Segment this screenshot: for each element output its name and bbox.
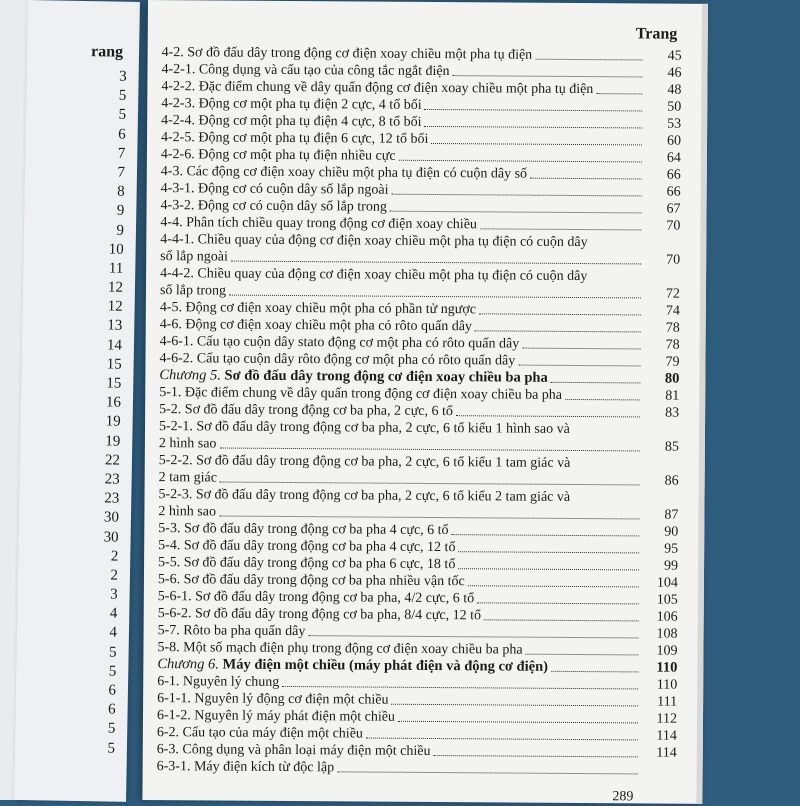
toc-page-number: 45 <box>646 47 682 64</box>
toc-entry-title: 4-4. Phân tích chiều quay trong động cơ điện xoay chiều <box>160 214 477 233</box>
table-of-contents <box>157 44 682 779</box>
left-page-number: 22 <box>80 451 120 471</box>
dot-leader <box>535 59 642 61</box>
left-page-number: 6 <box>75 700 115 720</box>
toc-entry-title-cont: số lắp ngoài <box>160 248 228 265</box>
dot-leader <box>551 382 641 384</box>
left-page-number: 19 <box>80 412 120 432</box>
dot-leader <box>431 143 642 145</box>
dot-leader <box>480 228 642 230</box>
left-page-number: 5 <box>75 719 115 739</box>
page-column-header: Trang <box>636 25 678 43</box>
left-page-number: 19 <box>80 432 120 452</box>
dot-leader <box>219 516 639 520</box>
left-page-number: 30 <box>79 508 119 528</box>
toc-entry-title: 4-5. Động cơ điện xoay chiều một pha có phần tử ngược <box>160 299 476 318</box>
toc-entry-title: 5-3. Sơ đồ đấu dây trong động cơ ba pha 4 cực, 6 tổ <box>158 520 448 539</box>
page-number: 289 <box>612 789 633 805</box>
left-page-number: 8 <box>84 182 124 202</box>
left-page-number: 2 <box>78 566 118 586</box>
dot-leader <box>229 295 641 299</box>
left-page-number: 9 <box>84 201 124 221</box>
toc-entry-title: 4-2-4. Động cơ một pha tụ điện 4 cực, 8 tổ bối <box>161 112 421 131</box>
toc-page-number: 72 <box>644 285 680 302</box>
toc-entry-title: 5-7. Rôto ba pha quấn dây <box>158 622 306 640</box>
toc-page-number: 78 <box>644 336 680 353</box>
toc-page-number: 99 <box>642 557 678 574</box>
toc-page-number: 114 <box>641 744 677 761</box>
toc-entry-title: 5-8. Một số mạch điện phụ trong động cơ điện xoay chiều ba pha <box>157 639 522 659</box>
dot-leader <box>551 671 638 673</box>
toc-entry <box>159 418 679 439</box>
toc-entry-title: 6-3-1. Máy điện kích từ độc lập <box>157 758 335 776</box>
toc-page-number: 106 <box>642 608 678 625</box>
toc-entry-title: 5-5. Sơ đồ đấu dây trong động cơ ba pha 6 cực, 18 tổ <box>158 554 455 573</box>
toc-page-number: 110 <box>641 659 677 676</box>
left-page-number: 12 <box>82 297 122 317</box>
dot-leader <box>477 602 639 604</box>
toc-entry <box>158 486 678 507</box>
dot-leader <box>433 755 637 757</box>
toc-page-number: 87 <box>642 506 678 523</box>
dot-leader <box>425 109 643 112</box>
right-page <box>142 0 708 804</box>
chapter-title: Sơ đồ đấu dây trong động cơ điện xoay chiều ba pha <box>225 368 548 386</box>
toc-entry-title: 5-2. Sơ đồ đấu dây trong động cơ ba pha, 2 cực, 6 tổ <box>159 401 453 420</box>
dot-leader <box>231 261 641 265</box>
toc-page-number: 108 <box>642 625 678 642</box>
left-page-number: 4 <box>77 623 117 643</box>
toc-entry <box>160 231 680 252</box>
toc-page-number: 67 <box>644 200 680 217</box>
dot-leader <box>526 654 639 656</box>
dot-leader <box>458 568 639 570</box>
dot-leader <box>565 399 640 401</box>
dot-leader <box>219 448 639 452</box>
dot-leader <box>391 704 638 707</box>
toc-entry-title: 4-2-6. Động cơ một pha tụ điện nhiều cực <box>161 146 396 165</box>
toc-page-number: 81 <box>643 387 679 404</box>
dot-leader <box>308 635 638 638</box>
toc-page-number: 80 <box>643 370 679 387</box>
toc-entry-title: 5-1. Đặc điểm chung về dây quấn trong động cơ điện xoay chiều ba pha <box>159 384 562 404</box>
left-page-number: 3 <box>87 67 127 87</box>
toc-entry-title: 4-3. Các động cơ điện xoay chiều một pha tụ điện có cuộn dây số <box>161 163 527 183</box>
dot-leader <box>220 482 640 486</box>
dot-leader <box>392 194 642 197</box>
left-page-number: 13 <box>82 316 122 336</box>
dot-leader <box>484 619 639 621</box>
toc-entry-title: 4-4-2. Chiều quay của động cơ điện xoay chiều một pha tụ điện có cuộn dây <box>160 265 680 286</box>
toc-page-number: 74 <box>644 302 680 319</box>
toc-entry-title: 4-2-5. Động cơ một pha tụ điện 6 cực, 12 tổ bối <box>161 129 428 148</box>
left-page-number: 7 <box>85 144 125 164</box>
toc-entry-title-cont: 2 hình sao <box>158 503 216 520</box>
dot-leader <box>479 313 641 315</box>
toc-page-number: 104 <box>642 574 678 591</box>
left-page-number: 23 <box>79 470 119 490</box>
left-page-number: 16 <box>81 393 121 413</box>
toc-page-number: 79 <box>643 353 679 370</box>
toc-entry-title: 5-6-2. Sơ đồ đấu dây trong động cơ ba pha, 8/4 cực, 12 tổ <box>158 605 481 624</box>
toc-entry-title: 4-3-2. Động cơ có cuộn dây số lắp trong <box>161 197 387 216</box>
toc-page-number: 85 <box>643 438 679 455</box>
dot-leader <box>282 686 638 689</box>
chapter-label: Chương 6. <box>157 656 219 672</box>
left-page-number: 4 <box>77 604 117 624</box>
toc-page-number: 83 <box>643 404 679 421</box>
dot-leader <box>390 211 642 214</box>
toc-page-number: 86 <box>643 472 679 489</box>
toc-page-number: 105 <box>642 591 678 608</box>
toc-page-number: 112 <box>641 710 677 727</box>
toc-entry-title: 6-1. Nguyên lý chung <box>157 673 279 691</box>
toc-page-number: 46 <box>645 64 681 81</box>
left-page-number: 30 <box>78 527 118 547</box>
left-page-number: 14 <box>82 336 122 356</box>
left-page-number: 6 <box>76 681 116 701</box>
toc-entry-title: 6-2. Cấu tạo của máy điện một chiều <box>157 724 363 742</box>
toc-entry-title: 4-2-2. Đặc điểm chung về dây quấn động cơ điện xoay chiều một pha tụ điện <box>161 78 593 98</box>
toc-page-number: 53 <box>645 115 681 132</box>
toc-page-number: 110 <box>641 676 677 693</box>
left-page-number: 5 <box>86 86 126 106</box>
toc-entry-title: 5-6. Sơ đồ đấu dây trong động cơ ba pha nhiều vận tốc <box>158 571 465 590</box>
dot-leader <box>456 415 640 417</box>
toc-entry-title: 4-2. Sơ đồ đấu dây trong động cơ điện xoay chiều một pha tụ điện <box>162 44 533 64</box>
toc-page-number: 50 <box>645 98 681 115</box>
toc-entry-title: 6-1-1. Nguyên lý động cơ điện một chiều <box>157 690 388 709</box>
toc-entry-title: 6-1-2. Nguyên lý máy phát điện một chiều <box>157 707 395 726</box>
toc-entry <box>157 758 677 779</box>
left-page-number: 10 <box>83 240 123 260</box>
toc-page-number: 66 <box>645 183 681 200</box>
toc-page-number: 66 <box>645 166 681 183</box>
toc-entry-title: 4-4-1. Chiều quay của động cơ điện xoay chiều một pha tụ điện có cuộn dây <box>160 231 680 252</box>
page-edge <box>696 4 708 804</box>
toc-entry-title: 5-6-1. Sơ đồ đấu dây trong động cơ ba pha, 4/2 cực, 6 tổ <box>158 588 474 607</box>
toc-entry-title: 4-6-1. Cấu tạo cuộn dây stato động cơ một pha có rôto quấn dây <box>160 333 520 353</box>
dot-leader <box>475 330 641 332</box>
toc-entry <box>160 265 680 286</box>
dot-leader <box>337 771 637 774</box>
dot-leader <box>458 551 639 553</box>
toc-page-number: 90 <box>642 523 678 540</box>
toc-page-number: 70 <box>644 251 680 268</box>
left-page-number: 15 <box>81 355 121 375</box>
toc-page-number: 78 <box>644 319 680 336</box>
left-page-number: 5 <box>76 643 116 663</box>
left-page <box>14 0 140 802</box>
dot-leader <box>468 585 639 587</box>
dot-leader <box>518 365 640 367</box>
dot-leader <box>452 534 640 536</box>
dot-leader <box>522 348 640 350</box>
left-page-number: 11 <box>83 259 123 279</box>
toc-page-number: 70 <box>644 217 680 234</box>
left-page-number: 5 <box>76 662 116 682</box>
toc-page-number: 48 <box>645 81 681 98</box>
toc-page-number: 114 <box>641 727 677 744</box>
left-page-number: 5 <box>86 105 126 125</box>
toc-entry-title: 5-2-2. Sơ đồ đấu dây trong động cơ ba pha, 2 cực, 6 tổ kiểu 1 tam giác và <box>159 452 679 473</box>
left-page-number: 23 <box>79 489 119 509</box>
left-page-number: 2 <box>78 547 118 567</box>
dot-leader <box>366 738 638 741</box>
toc-entry-title: 4-2-3. Động cơ một pha tụ điện 2 cực, 4 tổ bối <box>161 95 421 114</box>
left-page-number: 15 <box>81 374 121 394</box>
toc-entry-title: 5-4. Sơ đồ đấu dây trong động cơ ba pha 4 cực, 12 tổ <box>158 537 455 556</box>
toc-entry-title: 4-3-1. Động cơ có cuộn dây số lắp ngoài <box>161 180 389 199</box>
chapter-label: Chương 5. <box>159 367 221 383</box>
toc-entry-title-cont: 2 hình sao <box>159 435 217 452</box>
toc-entry-title: 5-2-1. Sơ đồ đấu dây trong động cơ ba pha, 2 cực, 6 tổ kiểu 1 hình sao và <box>159 418 679 439</box>
left-page-number: 3 <box>77 585 117 605</box>
toc-entry-title: 4-2-1. Công dụng và cấu tạo của công tắc ngắt điện <box>161 61 449 80</box>
toc-page-number: 60 <box>645 132 681 149</box>
toc-entry-title-cont: 2 tam giác <box>159 469 217 486</box>
toc-entry-title: 5-2-3. Sơ đồ đấu dây trong động cơ ba pha, 2 cực, 6 tổ kiểu 2 tam giác và <box>158 486 678 507</box>
toc-entry-title-cont: số lắp trong <box>160 282 226 299</box>
toc-page-number: 95 <box>642 540 678 557</box>
left-page-number: 5 <box>75 738 115 758</box>
toc-entry-title: 4-6. Động cơ điện xoay chiều một pha có rôto quấn dây <box>160 316 472 335</box>
toc-entry <box>159 452 679 473</box>
chapter-title: Máy điện một chiều (máy phát điện và động cơ điện) <box>223 657 549 675</box>
dot-leader <box>424 126 642 129</box>
toc-entry-title: 6-3. Công dụng và phân loại máy điện một chiều <box>157 741 431 760</box>
toc-page-number: 111 <box>641 693 677 710</box>
left-page-numbers <box>75 67 127 758</box>
left-page-number: 6 <box>85 125 125 145</box>
left-page-number: 12 <box>83 278 123 298</box>
dot-leader <box>596 93 642 94</box>
left-page-number: 9 <box>84 221 124 241</box>
dot-leader <box>399 160 642 163</box>
toc-page-number: 64 <box>645 149 681 166</box>
dot-leader <box>398 721 638 724</box>
toc-page-number: 109 <box>641 642 677 659</box>
left-page-header: rang <box>91 43 123 62</box>
dot-leader <box>530 178 642 180</box>
toc-entry-title: 4-6-2. Cấu tạo cuộn dây rôto động cơ một pha có rôto quấn dây <box>159 350 515 369</box>
left-page-number: 7 <box>85 163 125 183</box>
dot-leader <box>453 75 643 77</box>
